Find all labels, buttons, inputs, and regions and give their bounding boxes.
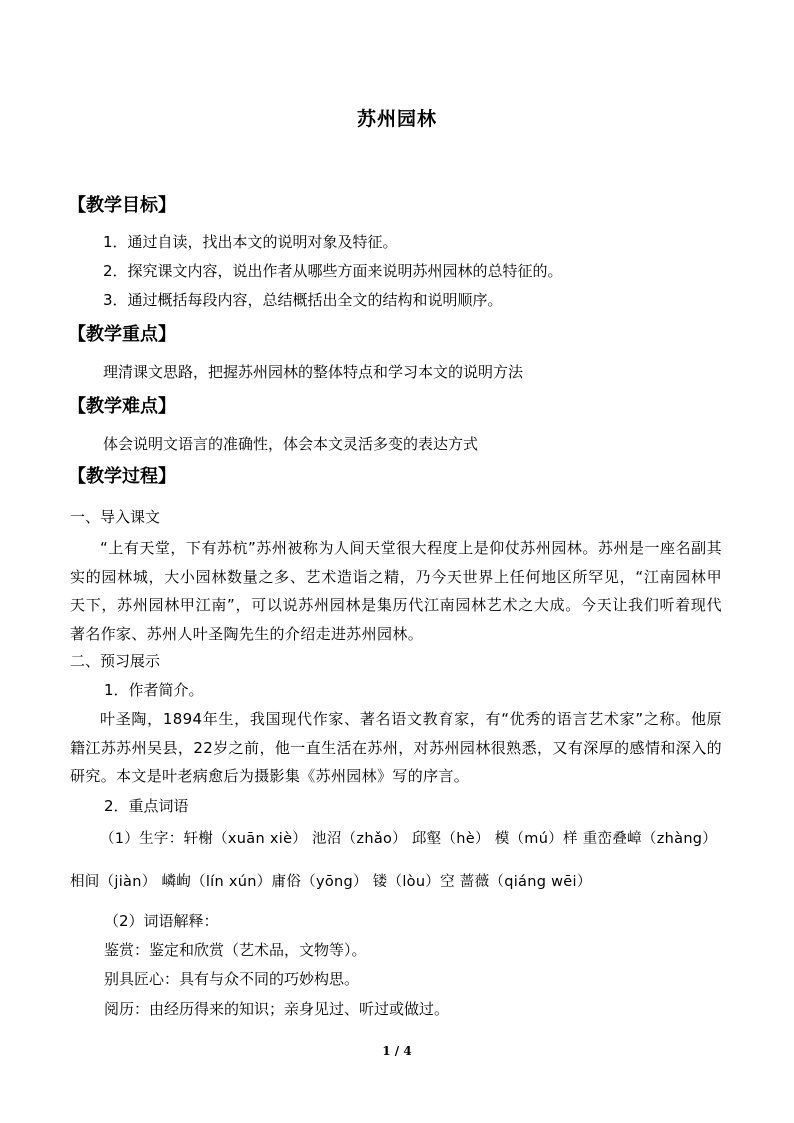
process-part1-text: “上有天堂，下有苏杭”苏州被称为人间天堂很大程度上是仰仗苏州园林。苏州是一座名副其实的园林城，大小园林数量之多、艺术造诣之精，乃今天世界上任何地区所罕见，“江南园林甲天下，苏州园林甲江南”，可以说苏州园林是集历代江南园林艺术之大成。今天让我们听着现代著名作家、苏州人叶圣陶先生的介绍走进苏州园林。: [70, 539, 722, 643]
process-part1-heading: 一、导入课文: [70, 508, 161, 526]
goal-item-3: 3．通过概括每段内容，总结概括出全文的结构和说明顺序。: [103, 291, 503, 309]
section-heading-difficulties: 【教学难点】: [68, 396, 176, 417]
goal-item-2: 2．探究课文内容，说出作者从哪些方面来说明苏州园林的总特征的。: [103, 262, 563, 280]
goal-item-1: 1．通过自读，找出本文的说明对象及特征。: [103, 233, 398, 251]
author-intro-text: 叶圣陶，1894年生，我国现代作家、著名语文教育家，有“优秀的语言艺术家”之称。他原籍江苏苏州吴县，22岁之前，他一直生活在苏州，对苏州园林很熟悉，又有深厚的感情和深入的研究。本文是叶老病愈后为摄影集《苏州园林》写的序言。: [70, 710, 722, 786]
key-points-text: 理清课文思路，把握苏州园林的整体特点和学习本文的说明方法: [103, 363, 524, 381]
page-title: 苏州园林: [356, 108, 437, 130]
vocab-characters: （1）生字：轩榭（xuān xiè） 池沼（zhǎo） 邱壑（hè） 模（mú）样 重峦叠嶂（zhàng） 相间（jiàn） 嶙峋（lín xún）庸俗（yōng） 镂（lòu）空 蔷薇（qiáng wēi）: [70, 831, 718, 890]
section-heading-process: 【教学过程】: [68, 466, 176, 487]
vocab-heading: 2．重点词语: [104, 797, 189, 815]
process-part2-heading: 二、预习展示: [70, 652, 161, 670]
difficulties-text: 体会说明文语言的准确性，体会本文灵活多变的表达方式: [103, 435, 479, 453]
definition-item-3: 阅历：由经历得来的知识；亲身见过、听过或做过。: [104, 1000, 450, 1018]
author-intro-heading: 1．作者简介。: [104, 681, 204, 699]
definition-item-1: 鉴赏：鉴定和欣赏（艺术品，文物等）。: [104, 941, 367, 959]
definitions-heading: （2）词语解释：: [104, 912, 219, 930]
page-number: 1 / 4: [382, 1044, 412, 1058]
section-heading-key-points: 【教学重点】: [68, 324, 176, 345]
section-heading-goals: 【教学目标】: [68, 195, 176, 216]
definition-item-2: 别具匠心：具有与众不同的巧妙构思。: [104, 970, 360, 988]
